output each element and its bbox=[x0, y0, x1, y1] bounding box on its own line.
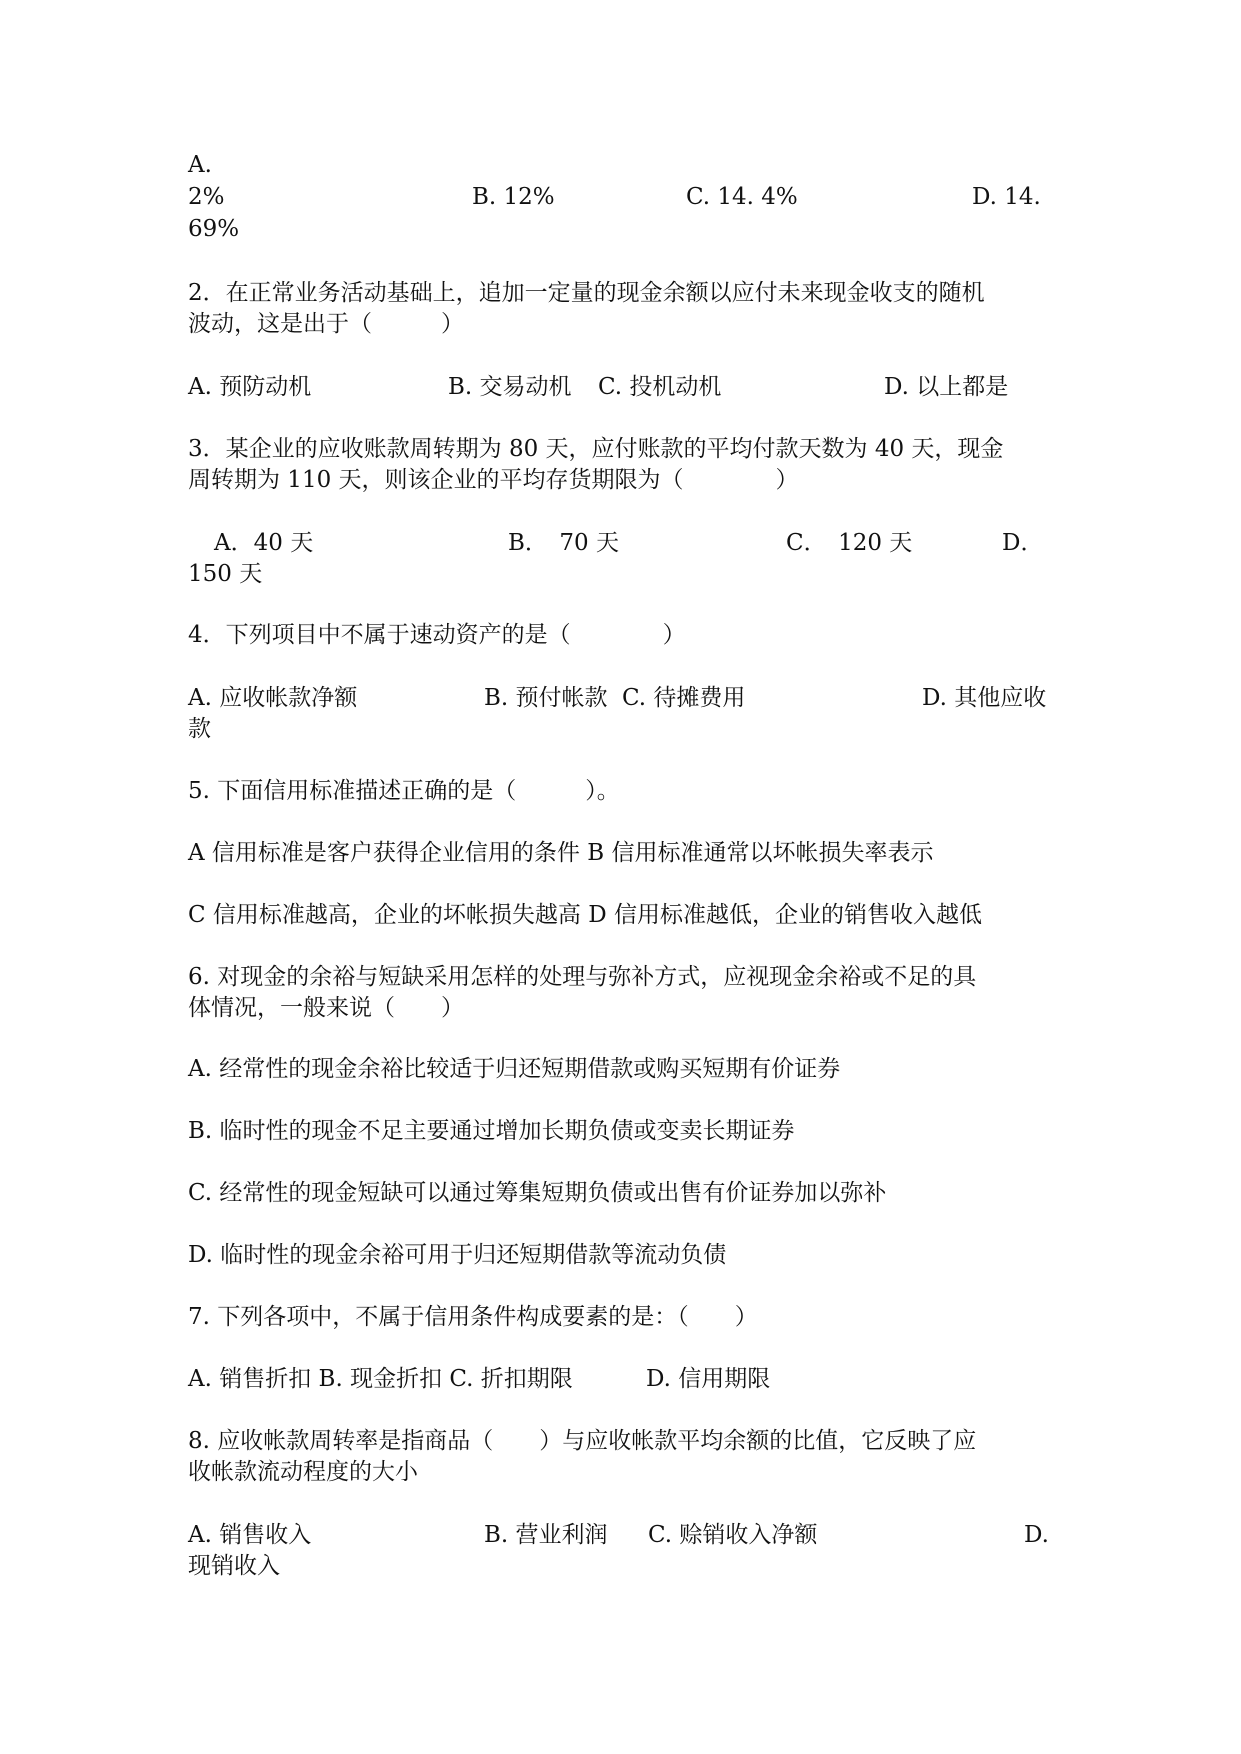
q3-option-d-wrap: 150 天 bbox=[188, 561, 263, 587]
q1-option-d: D. 14. bbox=[972, 184, 1041, 210]
q3-stem-line1: 3．某企业的应收账款周转期为 80 天，应付账款的平均付款天数为 40 天，现金 bbox=[188, 436, 1004, 462]
q8-stem-line1: 8. 应收帐款周转率是指商品（ ）与应收帐款平均余额的比值，它反映了应 bbox=[188, 1428, 977, 1454]
q4-option-d-wrap: 款 bbox=[188, 716, 211, 742]
q4-stem: 4．下列项目中不属于速动资产的是（ ） bbox=[188, 622, 686, 648]
q3-option-b: B． 70 天 bbox=[508, 530, 619, 556]
q4-option-a: A. 应收帐款净额 bbox=[188, 685, 358, 711]
q3-option-a: A．40 天 bbox=[214, 530, 314, 556]
q8-option-a: A. 销售收入 bbox=[188, 1522, 312, 1548]
q5-options-cd: C 信用标准越高，企业的坏帐损失越高 D 信用标准越低，企业的销售收入越低 bbox=[188, 902, 982, 928]
q2-option-c: C. 投机动机 bbox=[598, 374, 722, 400]
q6-stem-line1: 6. 对现金的余裕与短缺采用怎样的处理与弥补方式，应视现金余裕或不足的具 bbox=[188, 964, 977, 990]
q6-stem-line2: 体情况，一般来说（ ） bbox=[188, 995, 464, 1021]
q4-option-b: B. 预付帐款 bbox=[484, 685, 608, 711]
q8-option-c: C. 赊销收入净额 bbox=[648, 1522, 818, 1548]
q1-option-d-wrap: 69% bbox=[188, 216, 240, 242]
q6-option-c: C. 经常性的现金短缺可以通过筹集短期负债或出售有价证券加以弥补 bbox=[188, 1180, 887, 1206]
q4-option-d: D. 其他应收 bbox=[922, 685, 1047, 711]
q1-option-a-value: 2% bbox=[188, 184, 225, 210]
q7-stem: 7. 下列各项中，不属于信用条件构成要素的是：（ ） bbox=[188, 1304, 758, 1330]
q2-option-a: A. 预防动机 bbox=[188, 374, 312, 400]
q1-option-b: B. 12% bbox=[472, 184, 555, 210]
q1-option-c: C. 14. 4% bbox=[686, 184, 798, 210]
q5-stem: 5. 下面信用标准描述正确的是（ ）。 bbox=[188, 778, 620, 804]
q4-option-c: C. 待摊费用 bbox=[622, 685, 746, 711]
q3-stem-line2: 周转期为 110 天，则该企业的平均存货期限为（ ） bbox=[188, 467, 799, 493]
q2-option-b: B. 交易动机 bbox=[448, 374, 572, 400]
q5-options-ab: A 信用标准是客户获得企业信用的条件 B 信用标准通常以坏帐损失率表示 bbox=[188, 840, 934, 866]
q8-option-d: D. bbox=[1024, 1522, 1049, 1548]
q7-options-abc: A. 销售折扣 B. 现金折扣 C. 折扣期限 bbox=[188, 1366, 573, 1392]
q2-stem-line2: 波动，这是出于（ ） bbox=[188, 311, 464, 337]
q2-stem-line1: 2．在正常业务活动基础上，追加一定量的现金余额以应付未来现金收支的随机 bbox=[188, 280, 985, 306]
q1-option-a-prefix: A. bbox=[188, 152, 212, 178]
q6-option-a: A. 经常性的现金余裕比较适于归还短期借款或购买短期有价证券 bbox=[188, 1056, 841, 1082]
q8-stem-line2: 收帐款流动程度的大小 bbox=[188, 1459, 418, 1485]
q6-option-d: D. 临时性的现金余裕可用于归还短期借款等流动负债 bbox=[188, 1242, 727, 1268]
q3-option-d: D． bbox=[1002, 530, 1044, 556]
q8-option-d-wrap: 现销收入 bbox=[188, 1553, 280, 1579]
q7-option-d: D. 信用期限 bbox=[646, 1366, 771, 1392]
q8-option-b: B. 营业利润 bbox=[484, 1522, 608, 1548]
q2-option-d: D. 以上都是 bbox=[884, 374, 1009, 400]
q3-option-c: C． 120 天 bbox=[786, 530, 913, 556]
q6-option-b: B. 临时性的现金不足主要通过增加长期负债或变卖长期证券 bbox=[188, 1118, 795, 1144]
